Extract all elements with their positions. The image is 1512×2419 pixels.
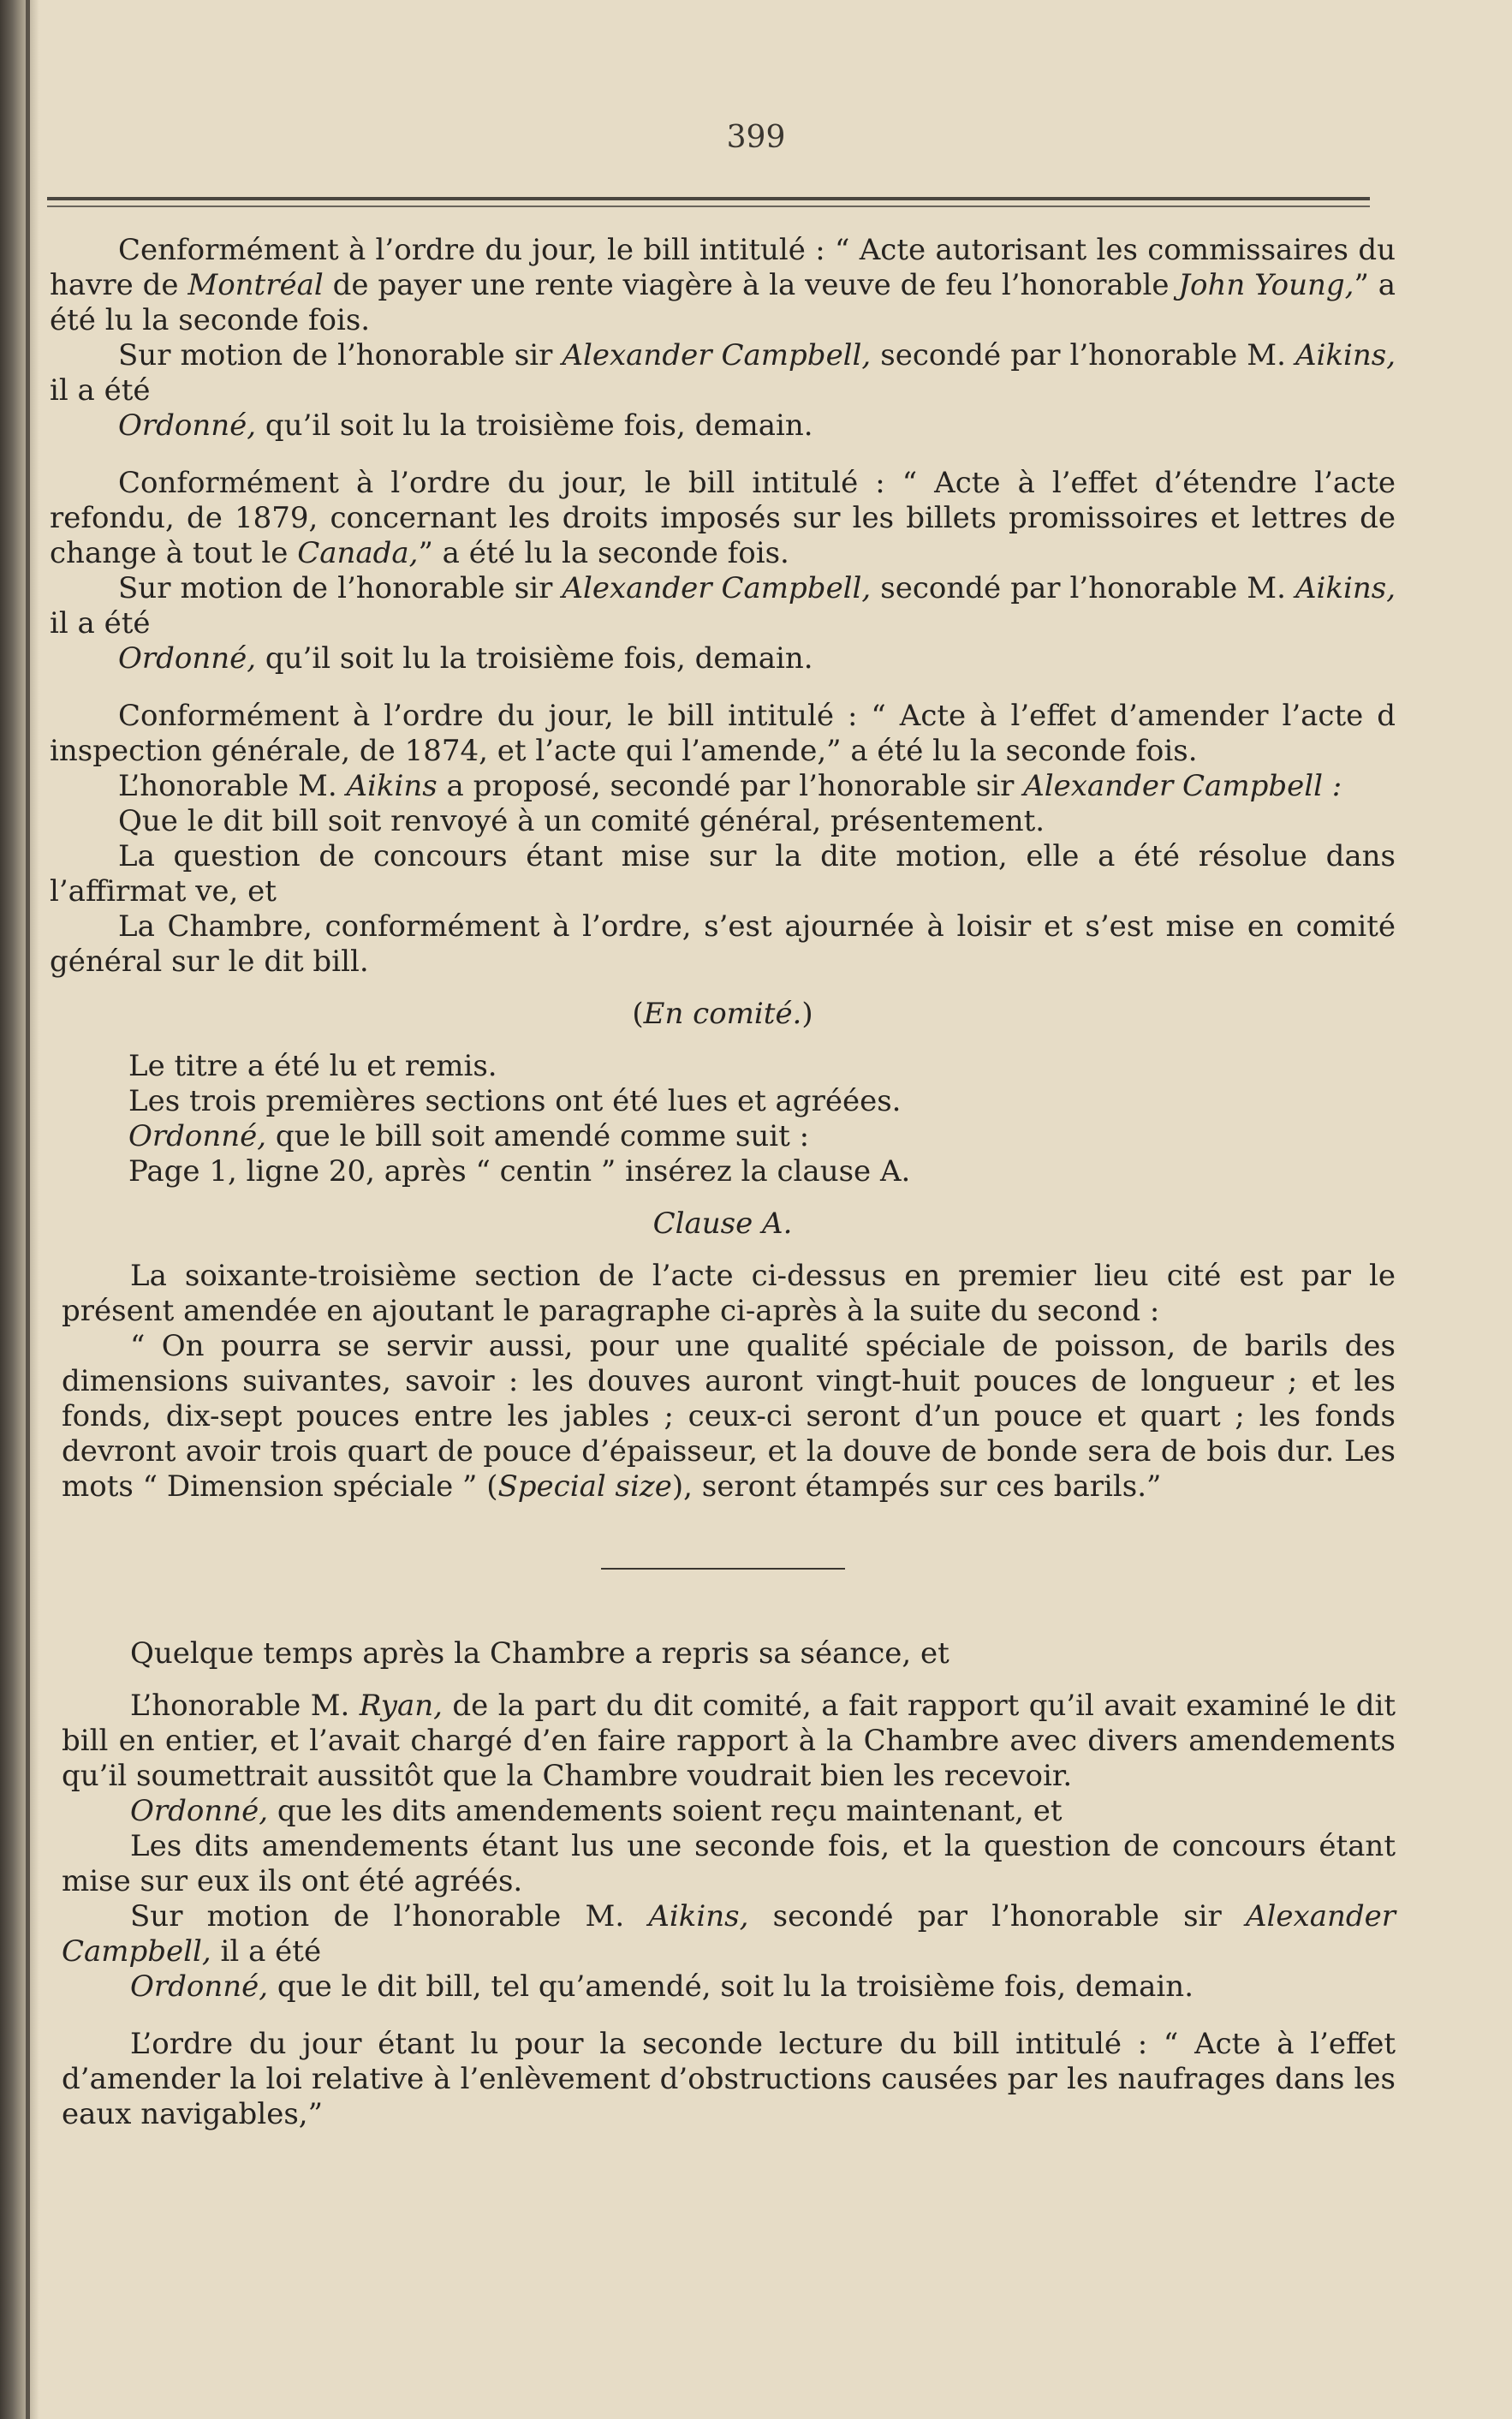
italic-run: Aikins, bbox=[648, 1899, 749, 1933]
text-run: ” a été lu la seconde fois. bbox=[50, 268, 1396, 337]
paragraph-motion bbox=[62, 1899, 1396, 1969]
paragraph-bill-inspection bbox=[50, 699, 1396, 769]
text-run: il a été bbox=[211, 1934, 322, 1969]
book-spine-shadow bbox=[0, 0, 39, 2419]
text-run: ) bbox=[801, 997, 813, 1031]
committee-line: Le titre a été lu et remis. bbox=[128, 1049, 497, 1083]
italic-run: Clause A. bbox=[652, 1207, 793, 1241]
clause-heading bbox=[50, 1207, 1396, 1242]
text-run: “ On pourra se servir aussi, pour une qualité spéciale de poisson, de barils des dimensions suivantes, savoir : les douves auront vingt-huit pouces de longueur ; et les fonds, dix-sept pouces entre les jables ; ceux-ci seront d’un pouce et quart ; les fonds devront avoir trois quart de pouce d’épaisseur, et la douve de bonde sera de bois dur. Les mots “ Dimension spéciale ” ( bbox=[62, 1329, 1396, 1504]
paragraph-ordered bbox=[62, 1794, 1396, 1829]
paragraph-motion bbox=[50, 571, 1396, 641]
text-run: L’honorable M. bbox=[130, 1689, 360, 1723]
text-run: ( bbox=[632, 997, 644, 1031]
italic-run: Special size bbox=[497, 1469, 672, 1504]
text-run: L’ordre du jour étant lu pour la seconde lecture du bill intitulé : “ Acte à l’effet d’amender la loi relative à l’enlèvement d’obstructions causées par les naufrages dans les eaux navigables,” bbox=[62, 2027, 1396, 2131]
report-section bbox=[50, 1636, 1396, 2132]
text-run: qu’il soit lu la troisième fois, demain. bbox=[256, 641, 813, 676]
text-run: Sur motion de l’honorable sir bbox=[118, 338, 563, 372]
italic-run: Ordonné, bbox=[130, 1969, 269, 2004]
text-run: Que le dit bill soit renvoyé à un comité général, présentement. bbox=[118, 804, 1045, 838]
text-run: que les dits amendements soient reçu maintenant, et bbox=[268, 1794, 1063, 1828]
paragraph-resume bbox=[62, 1636, 1396, 1671]
clause-intro: La soixante-troisième section de l’acte ci-dessus en premier lieu cité est par le présent amendée en ajoutant le paragraphe ci-après à la suite du second : bbox=[62, 1259, 1396, 1328]
italic-run: Aikins bbox=[346, 769, 438, 803]
italic-run: Ryan, bbox=[359, 1689, 443, 1723]
text-run: secondé par l’honorable sir bbox=[748, 1899, 1246, 1933]
committee-line bbox=[128, 1119, 1396, 1154]
text-run: qu’il soit lu la troisième fois, demain. bbox=[256, 408, 813, 443]
text-run: Cenformément à l’ordre du jour, le bill intitulé : “ Acte autorisant les commissaires du havre de bbox=[50, 233, 1396, 302]
italic-run: Ordonné, bbox=[128, 1119, 267, 1153]
committee-heading bbox=[50, 997, 1396, 1032]
italic-run: Montréal bbox=[188, 268, 324, 302]
paragraph-committee-motion bbox=[50, 909, 1396, 980]
text-run: L’honorable M. bbox=[118, 769, 347, 803]
text-run: de la part du dit comité, a fait rapport qu’il avait examiné le dit bill en entier, et l’avait chargé d’en faire rapport à la Chambre avec divers amendements qu’il soumettrait aussitôt que la Chambre voudrait bien les recevoir. bbox=[62, 1689, 1396, 1793]
paragraph-bill-montreal bbox=[50, 233, 1396, 338]
text-run: Sur motion de l’honorable M. bbox=[130, 1899, 649, 1933]
text-run: La Chambre, conformément à l’ordre, s’est ajournée à loisir et s’est mise en comité général sur le dit bill. bbox=[50, 909, 1396, 979]
clause-quote bbox=[62, 1329, 1396, 1504]
section-divider bbox=[601, 1568, 845, 1570]
paragraph-ordered bbox=[62, 1969, 1396, 2005]
italic-run: En comité. bbox=[643, 997, 802, 1031]
italic-run: Aikins, bbox=[1295, 338, 1396, 372]
text-run: secondé par l’honorable M. bbox=[871, 571, 1295, 605]
text-run: de payer une rente viagère à la veuve de feu l’honorable bbox=[323, 268, 1179, 302]
paragraph-motion bbox=[50, 338, 1396, 408]
italic-run: Alexander Campbell, bbox=[562, 571, 872, 605]
page-body bbox=[50, 233, 1396, 2132]
italic-run: Ordonné, bbox=[118, 408, 257, 443]
text-run: il a été bbox=[50, 606, 151, 640]
paragraph-order-of-day bbox=[62, 2027, 1396, 2132]
committee-proceedings bbox=[50, 1049, 1396, 1189]
text-run: a proposé, secondé par l’honorable sir bbox=[437, 769, 1024, 803]
committee-line: Page 1, ligne 20, après “ centin ” insérez la clause A. bbox=[128, 1154, 911, 1189]
text-run: ), seront étampés sur ces barils.” bbox=[671, 1469, 1162, 1504]
text-run: secondé par l’honorable M. bbox=[871, 338, 1295, 372]
paragraph-bill-billets bbox=[50, 466, 1396, 571]
italic-run: Canada, bbox=[297, 536, 419, 570]
italic-run: Ordonné, bbox=[118, 641, 257, 676]
committee-line: Les trois premières sections ont été lues et agréées. bbox=[128, 1084, 902, 1118]
text-run: il a été bbox=[50, 373, 151, 408]
italic-run: Alexander Campbell, bbox=[562, 338, 872, 372]
paragraph-ordered bbox=[50, 641, 1396, 676]
italic-run: Ordonné, bbox=[130, 1794, 269, 1828]
paragraph-question bbox=[50, 839, 1396, 909]
paragraph-referral bbox=[50, 804, 1396, 839]
italic-run: Alexander Campbell : bbox=[1023, 769, 1342, 803]
text-run: Les dits amendements étant lus une seconde fois, et la question de concours étant mise sur eux ils ont été agréés. bbox=[62, 1829, 1396, 1898]
text-run: Quelque temps après la Chambre a repris sa séance, et bbox=[130, 1636, 949, 1671]
paragraph-proposal bbox=[50, 769, 1396, 804]
text-run: que le bill soit amendé comme suit : bbox=[266, 1119, 810, 1153]
text-run: Conformément à l’ordre du jour, le bill intitulé : “ Acte à l’effet d’amender l’acte d inspection générale, de 1874, et l’acte qui l’amende,” a été lu la seconde fois. bbox=[50, 699, 1396, 768]
text-run: que le dit bill, tel qu’amendé, soit lu la troisième fois, demain. bbox=[268, 1969, 1194, 2004]
paragraph-report bbox=[62, 1689, 1396, 1794]
header-rule-secondary bbox=[47, 206, 1370, 207]
paragraph-ordered bbox=[50, 408, 1396, 444]
paragraph-amendments bbox=[62, 1829, 1396, 1899]
text-run: ” a été lu la seconde fois. bbox=[418, 536, 789, 570]
clause-body bbox=[50, 1259, 1396, 1504]
page-number: 399 bbox=[726, 120, 786, 155]
text-run: La question de concours étant mise sur la dite motion, elle a été résolue dans l’affirmat ve, et bbox=[50, 839, 1396, 909]
text-run: Conformément à l’ordre du jour, le bill intitulé : “ Acte à l’effet d’étendre l’acte refondu, de 1879, concernant les droits imposés sur les billets promissoires et lettres de change à tout le bbox=[50, 466, 1396, 570]
italic-run: John Young, bbox=[1178, 268, 1354, 302]
text-run: Sur motion de l’honorable sir bbox=[118, 571, 563, 605]
italic-run: Alexander Campbell, bbox=[62, 1899, 1396, 1969]
header-rule bbox=[47, 197, 1370, 200]
binding-edge bbox=[26, 0, 30, 2419]
italic-run: Aikins, bbox=[1295, 571, 1396, 605]
